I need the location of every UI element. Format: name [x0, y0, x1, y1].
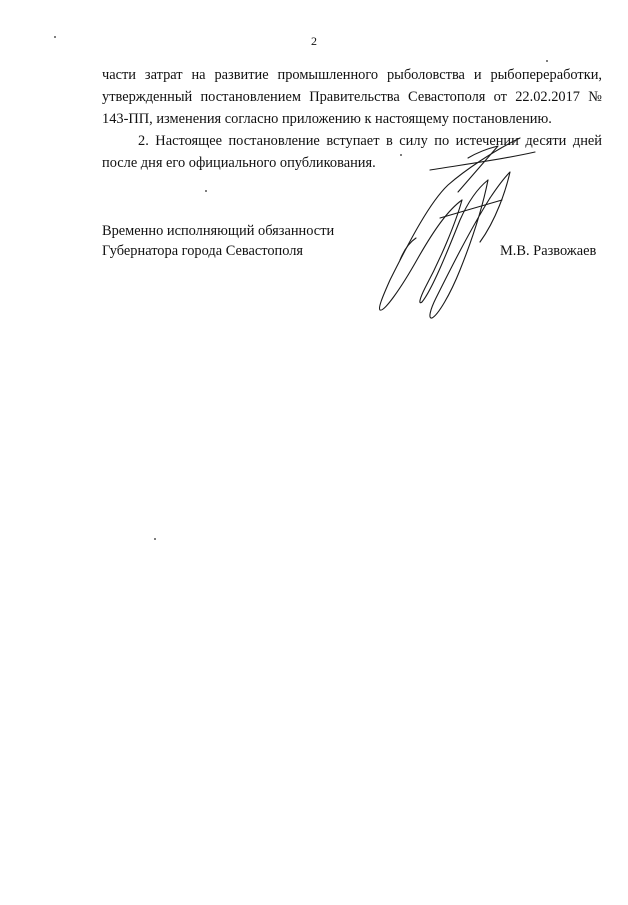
- signer-title-line-1: Временно исполняющий обязанности: [102, 223, 335, 239]
- scan-speck: [54, 36, 56, 38]
- scan-speck: [154, 538, 156, 540]
- scan-speck: [205, 190, 207, 192]
- signer-title-line-2: Губернатора города Севастополя: [102, 243, 304, 259]
- signer-title: [102, 221, 334, 261]
- body-paragraph-2: 2. Настоящее постановление вступает в силу по истечении десяти дней после дня его официального опубликования.: [102, 133, 602, 171]
- body-paragraph-1: части затрат на развитие промышленного рыболовства и рыбопереработки, утвержденный постановлением Правительства Севастополя от 22.02.2017 № 143-ПП, изменения согласно приложению к настоящему постановлению.: [102, 67, 602, 127]
- signer-name: М.В. Развожаев: [500, 243, 597, 259]
- scan-speck: [400, 154, 402, 156]
- scan-speck: [546, 60, 548, 62]
- page-number: 2: [311, 34, 317, 48]
